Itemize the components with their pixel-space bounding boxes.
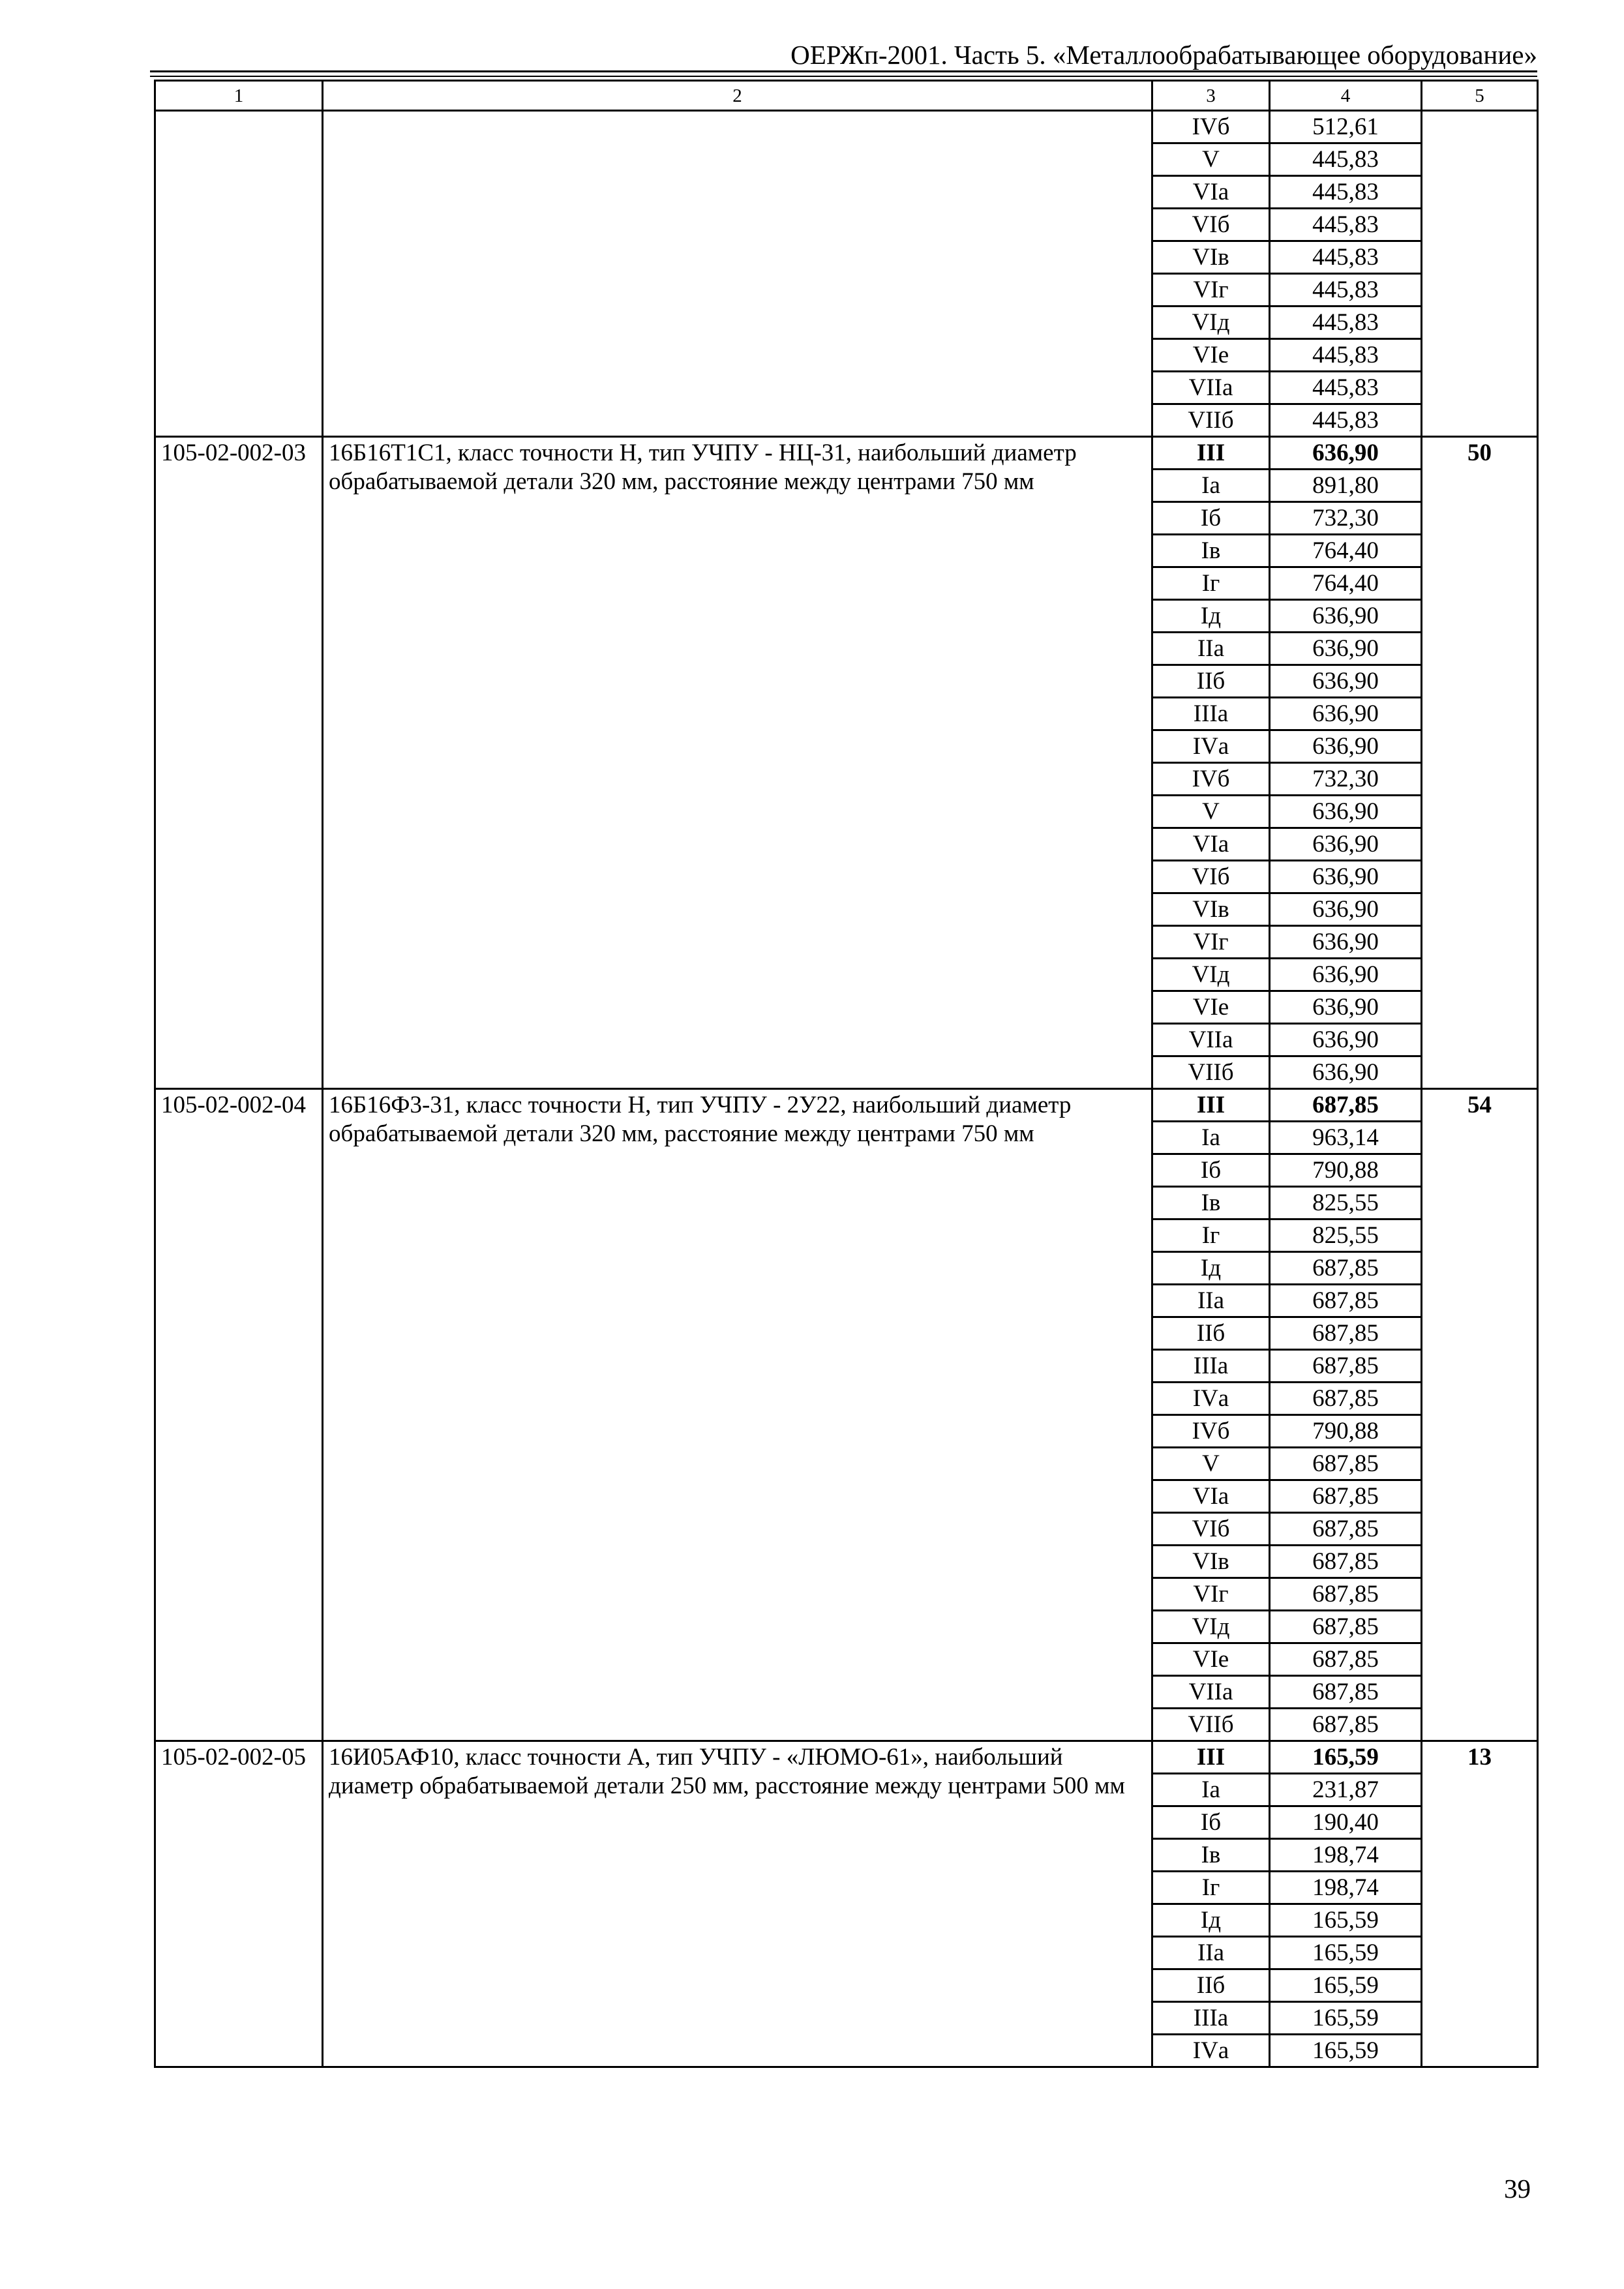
class-cell: VIе <box>1152 1643 1270 1676</box>
class-cell: V <box>1152 796 1270 828</box>
table-row <box>155 1089 1538 1122</box>
value-cell: 687,85 <box>1270 1480 1422 1513</box>
class-cell: IIIа <box>1152 2002 1270 2035</box>
class-cell: VIв <box>1152 893 1270 926</box>
value-cell: 636,90 <box>1270 600 1422 633</box>
column-number: 4 <box>1270 81 1422 111</box>
value-cell: 445,83 <box>1270 241 1422 274</box>
value-cell: 165,59 <box>1270 2002 1422 2035</box>
column-number: 1 <box>155 81 323 111</box>
entry-description: 16Б16Т1С1, класс точности Н, тип УЧПУ - НЦ-31, наибольший диаметр обрабатываемой детали 320 мм, расстояние между центрами 750 мм <box>323 437 1152 1089</box>
value-cell: 636,90 <box>1270 861 1422 893</box>
class-cell: VIIб <box>1152 1709 1270 1741</box>
class-cell: III <box>1152 1741 1270 1774</box>
code-cell <box>155 111 323 437</box>
class-cell: Iб <box>1152 1154 1270 1187</box>
value-cell: 687,85 <box>1270 1709 1422 1741</box>
class-cell: Iв <box>1152 1839 1270 1872</box>
value-cell: 790,88 <box>1270 1415 1422 1448</box>
value-cell: 445,83 <box>1270 274 1422 307</box>
entry-code: 105-02-002-04 <box>155 1089 323 1741</box>
page-number: 39 <box>1504 2174 1531 2204</box>
class-cell: III <box>1152 1089 1270 1122</box>
class-cell: VIа <box>1152 176 1270 209</box>
class-cell: IIа <box>1152 633 1270 665</box>
class-cell: Iд <box>1152 1252 1270 1285</box>
class-cell: IVб <box>1152 763 1270 796</box>
value-cell: 636,90 <box>1270 437 1422 470</box>
class-cell: V <box>1152 143 1270 176</box>
value-cell: 636,90 <box>1270 893 1422 926</box>
value-cell: 198,74 <box>1270 1839 1422 1872</box>
class-cell: IIа <box>1152 1285 1270 1317</box>
value-cell: 764,40 <box>1270 567 1422 600</box>
class-cell: IIIа <box>1152 698 1270 730</box>
value-cell: 445,83 <box>1270 307 1422 339</box>
value-cell: 636,90 <box>1270 665 1422 698</box>
value-cell: 825,55 <box>1270 1219 1422 1252</box>
class-cell: VIIа <box>1152 372 1270 404</box>
class-cell: Iв <box>1152 535 1270 567</box>
count-cell <box>1422 111 1538 437</box>
value-cell: 445,83 <box>1270 176 1422 209</box>
class-cell: IVб <box>1152 111 1270 143</box>
column-number: 2 <box>323 81 1152 111</box>
class-cell: Iб <box>1152 502 1270 535</box>
entry-description: 16Б16Ф3-31, класс точности Н, тип УЧПУ - 2У22, наибольший диаметр обрабатываемой детали 320 мм, расстояние между центрами 750 мм <box>323 1089 1152 1741</box>
value-cell: 165,59 <box>1270 1904 1422 1937</box>
class-cell: Iд <box>1152 1904 1270 1937</box>
rates-table-body <box>155 81 1538 2067</box>
value-cell: 687,85 <box>1270 1285 1422 1317</box>
value-cell: 687,85 <box>1270 1383 1422 1415</box>
class-cell: IVа <box>1152 1383 1270 1415</box>
class-cell: VIв <box>1152 241 1270 274</box>
class-cell: Iг <box>1152 1219 1270 1252</box>
class-cell: VIа <box>1152 828 1270 861</box>
value-cell: 636,90 <box>1270 926 1422 959</box>
entry-count: 50 <box>1422 437 1538 1089</box>
value-cell: 687,85 <box>1270 1252 1422 1285</box>
table-row <box>155 437 1538 470</box>
class-cell: VIд <box>1152 959 1270 991</box>
value-cell: 636,90 <box>1270 1024 1422 1056</box>
value-cell: 687,85 <box>1270 1089 1422 1122</box>
entry-count: 13 <box>1422 1741 1538 2067</box>
class-cell: VIд <box>1152 307 1270 339</box>
value-cell: 165,59 <box>1270 1969 1422 2002</box>
class-cell: Iа <box>1152 470 1270 502</box>
value-cell: 687,85 <box>1270 1611 1422 1643</box>
value-cell: 190,40 <box>1270 1806 1422 1839</box>
value-cell: 732,30 <box>1270 502 1422 535</box>
value-cell: 687,85 <box>1270 1513 1422 1546</box>
class-cell: IVб <box>1152 1415 1270 1448</box>
value-cell: 636,90 <box>1270 730 1422 763</box>
class-cell: IIб <box>1152 1969 1270 2002</box>
column-number: 3 <box>1152 81 1270 111</box>
class-cell: Iа <box>1152 1122 1270 1154</box>
class-cell: IVа <box>1152 2035 1270 2067</box>
value-cell: 636,90 <box>1270 796 1422 828</box>
table-row <box>155 1741 1538 1774</box>
value-cell: 687,85 <box>1270 1317 1422 1350</box>
class-cell: Iг <box>1152 567 1270 600</box>
value-cell: 891,80 <box>1270 470 1422 502</box>
value-cell: 231,87 <box>1270 1774 1422 1806</box>
entry-code: 105-02-002-03 <box>155 437 323 1089</box>
value-cell: 687,85 <box>1270 1578 1422 1611</box>
value-cell: 687,85 <box>1270 1676 1422 1709</box>
value-cell: 445,83 <box>1270 372 1422 404</box>
value-cell: 445,83 <box>1270 143 1422 176</box>
value-cell: 165,59 <box>1270 1741 1422 1774</box>
value-cell: 963,14 <box>1270 1122 1422 1154</box>
class-cell: VIе <box>1152 339 1270 372</box>
value-cell: 636,90 <box>1270 991 1422 1024</box>
class-cell: Iб <box>1152 1806 1270 1839</box>
class-cell: VIIа <box>1152 1676 1270 1709</box>
header-rule <box>150 70 1537 72</box>
class-cell: VIб <box>1152 861 1270 893</box>
value-cell: 636,90 <box>1270 959 1422 991</box>
value-cell: 445,83 <box>1270 209 1422 241</box>
value-cell: 165,59 <box>1270 1937 1422 1969</box>
value-cell: 764,40 <box>1270 535 1422 567</box>
document-header: ОЕРЖп-2001. Часть 5. «Металлообрабатывающее оборудование» <box>790 40 1537 70</box>
entry-code: 105-02-002-05 <box>155 1741 323 2067</box>
value-cell: 198,74 <box>1270 1872 1422 1904</box>
class-cell: VIд <box>1152 1611 1270 1643</box>
class-cell: IIIа <box>1152 1350 1270 1383</box>
value-cell: 636,90 <box>1270 828 1422 861</box>
class-cell: VIг <box>1152 926 1270 959</box>
class-cell: Iг <box>1152 1872 1270 1904</box>
class-cell: Iа <box>1152 1774 1270 1806</box>
class-cell: Iд <box>1152 600 1270 633</box>
class-cell: Iв <box>1152 1187 1270 1219</box>
class-cell: VIг <box>1152 274 1270 307</box>
value-cell: 790,88 <box>1270 1154 1422 1187</box>
description-cell <box>323 111 1152 437</box>
class-cell: VIб <box>1152 1513 1270 1546</box>
class-cell: VIIа <box>1152 1024 1270 1056</box>
value-cell: 165,59 <box>1270 2035 1422 2067</box>
entry-count: 54 <box>1422 1089 1538 1741</box>
class-cell: VIб <box>1152 209 1270 241</box>
value-cell: 732,30 <box>1270 763 1422 796</box>
column-number-row <box>155 81 1538 111</box>
entry-description: 16И05АФ10, класс точности А, тип УЧПУ - «ЛЮМО-61», наибольший диаметр обрабатываемой детали 250 мм, расстояние между центрами 500 мм <box>323 1741 1152 2067</box>
class-cell: VIв <box>1152 1546 1270 1578</box>
value-cell: 512,61 <box>1270 111 1422 143</box>
class-cell: IIа <box>1152 1937 1270 1969</box>
class-cell: V <box>1152 1448 1270 1480</box>
class-cell: VIг <box>1152 1578 1270 1611</box>
value-cell: 687,85 <box>1270 1643 1422 1676</box>
value-cell: 636,90 <box>1270 698 1422 730</box>
value-cell: 445,83 <box>1270 404 1422 437</box>
value-cell: 636,90 <box>1270 1056 1422 1089</box>
value-cell: 687,85 <box>1270 1350 1422 1383</box>
value-cell: 825,55 <box>1270 1187 1422 1219</box>
column-number: 5 <box>1422 81 1538 111</box>
class-cell: IVа <box>1152 730 1270 763</box>
value-cell: 636,90 <box>1270 633 1422 665</box>
class-cell: III <box>1152 437 1270 470</box>
table-row <box>155 111 1538 143</box>
value-cell: 687,85 <box>1270 1546 1422 1578</box>
value-cell: 687,85 <box>1270 1448 1422 1480</box>
class-cell: IIб <box>1152 1317 1270 1350</box>
header-rule-thin <box>150 76 1537 77</box>
value-cell: 445,83 <box>1270 339 1422 372</box>
class-cell: IIб <box>1152 665 1270 698</box>
class-cell: VIе <box>1152 991 1270 1024</box>
rates-table <box>154 80 1539 2068</box>
class-cell: VIIб <box>1152 404 1270 437</box>
class-cell: VIIб <box>1152 1056 1270 1089</box>
class-cell: VIа <box>1152 1480 1270 1513</box>
